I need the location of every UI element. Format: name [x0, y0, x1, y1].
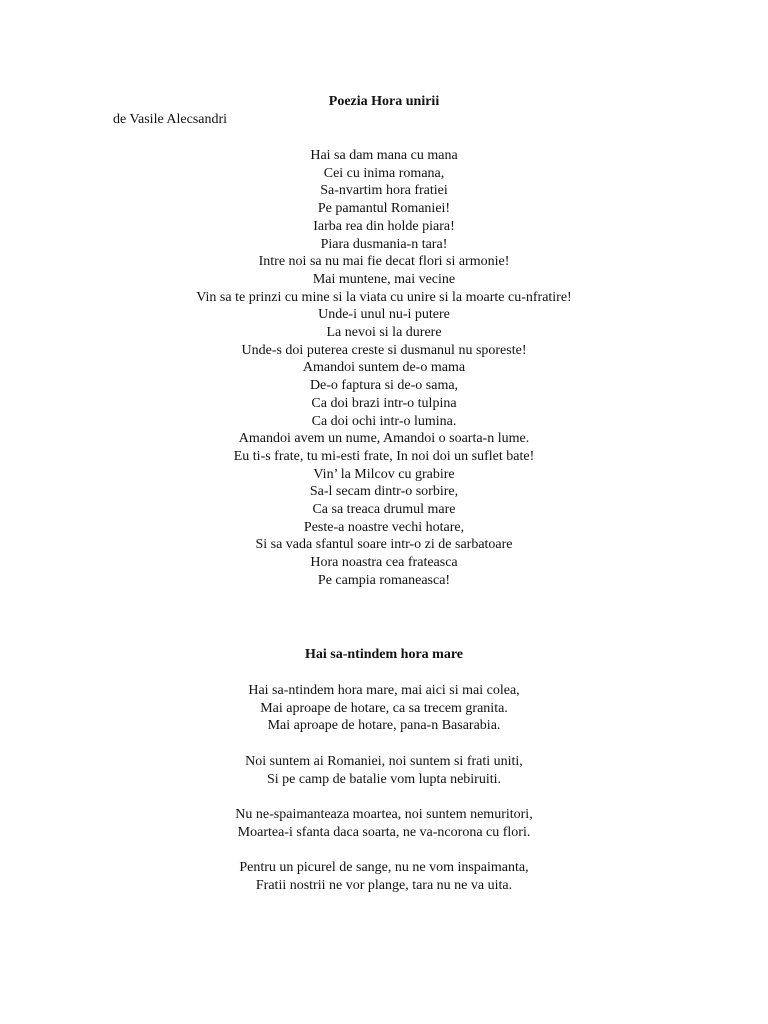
stanza: [0, 682, 768, 735]
poem-line: Hai sa-ntindem hora mare, mai aici si mai colea,: [248, 683, 520, 698]
poem-line: Ca doi brazi intr-o tulpina: [311, 395, 457, 411]
poem-line: Amandoi suntem de-o mama: [302, 360, 466, 376]
poem-one-body: [0, 147, 768, 590]
poem-line: Ca sa treaca drumul mare: [312, 502, 456, 518]
poem-line: Ca doi ochi intr-o lumina.: [311, 413, 457, 429]
poem-line: Amandoi avem un nume, Amandoi o soarta-n lume.: [238, 431, 530, 447]
poem-line: Moartea-i sfanta daca soarta, ne va-ncorona cu flori.: [237, 824, 531, 840]
poem-two-body: [0, 682, 768, 894]
stanza: [0, 753, 768, 788]
poem-line: Hai sa dam mana cu mana: [310, 148, 458, 163]
poem-line: Fratii nostrii ne vor plange, tara nu ne va uita.: [255, 877, 513, 893]
poem-line: Noi suntem ai Romaniei, noi suntem si frati uniti,: [245, 753, 523, 769]
poem-author: de Vasile Alecsandri: [113, 112, 228, 127]
section-title: Hai sa-ntindem hora mare: [304, 647, 463, 662]
poem-line: Pentru un picurel de sange, nu ne vom inspaimanta,: [239, 859, 529, 875]
poem-line: Piara dusmania-n tara!: [320, 236, 448, 252]
stanza: [0, 806, 768, 841]
stanza-spacer: [0, 841, 768, 859]
poem-line: Pe campia romaneasca!: [317, 572, 451, 588]
poem-line: La nevoi si la durere: [326, 325, 442, 341]
poem-line: Unde-s doi puterea creste si dusmanul nu sporeste!: [241, 342, 527, 358]
poem-line: Sa-nvartim hora fratiei: [320, 183, 448, 199]
poem-line: Unde-i unul nu-i putere: [318, 307, 450, 323]
poem-line: Pe pamantul Romaniei!: [317, 201, 451, 217]
poem-line: De-o faptura si de-o sama,: [309, 378, 459, 394]
poem-line: Eu ti-s frate, tu mi-esti frate, In noi doi un suflet bate!: [233, 448, 535, 464]
poem-line: Si sa vada sfantul soare intr-o zi de sarbatoare: [255, 537, 513, 553]
poem-line: Cei cu inima romana,: [323, 165, 445, 181]
stanza-spacer: [0, 788, 768, 806]
poem-title: Poezia Hora unirii: [328, 94, 440, 109]
poem-line: Iarba rea din holde piara!: [313, 218, 455, 234]
poem-line: Nu ne-spaimanteaza moartea, noi suntem nemuritori,: [235, 806, 533, 822]
poem-line: Hora noastra cea frateasca: [310, 555, 458, 571]
poem-line: Mai muntene, mai vecine: [312, 271, 456, 287]
poem-line: Intre noi sa nu mai fie decat flori si armonie!: [258, 254, 510, 270]
poem-line: Peste-a noastre vechi hotare,: [303, 519, 465, 535]
poem-line: Sa-l secam dintr-o sorbire,: [309, 484, 459, 500]
stanza-spacer: [0, 735, 768, 753]
poem-line: Si pe camp de batalie vom lupta nebiruiti.: [266, 771, 502, 787]
poem-line: Vin’ la Milcov cu grabire: [313, 466, 455, 482]
poem-line: Vin sa te prinzi cu mine si la viata cu unire si la moarte cu-nfratire!: [196, 289, 572, 305]
poem-line: Mai aproape de hotare, ca sa trecem granita.: [260, 700, 508, 716]
poem-line: Mai aproape de hotare, pana-n Basarabia.: [267, 718, 501, 734]
stanza: [0, 859, 768, 894]
